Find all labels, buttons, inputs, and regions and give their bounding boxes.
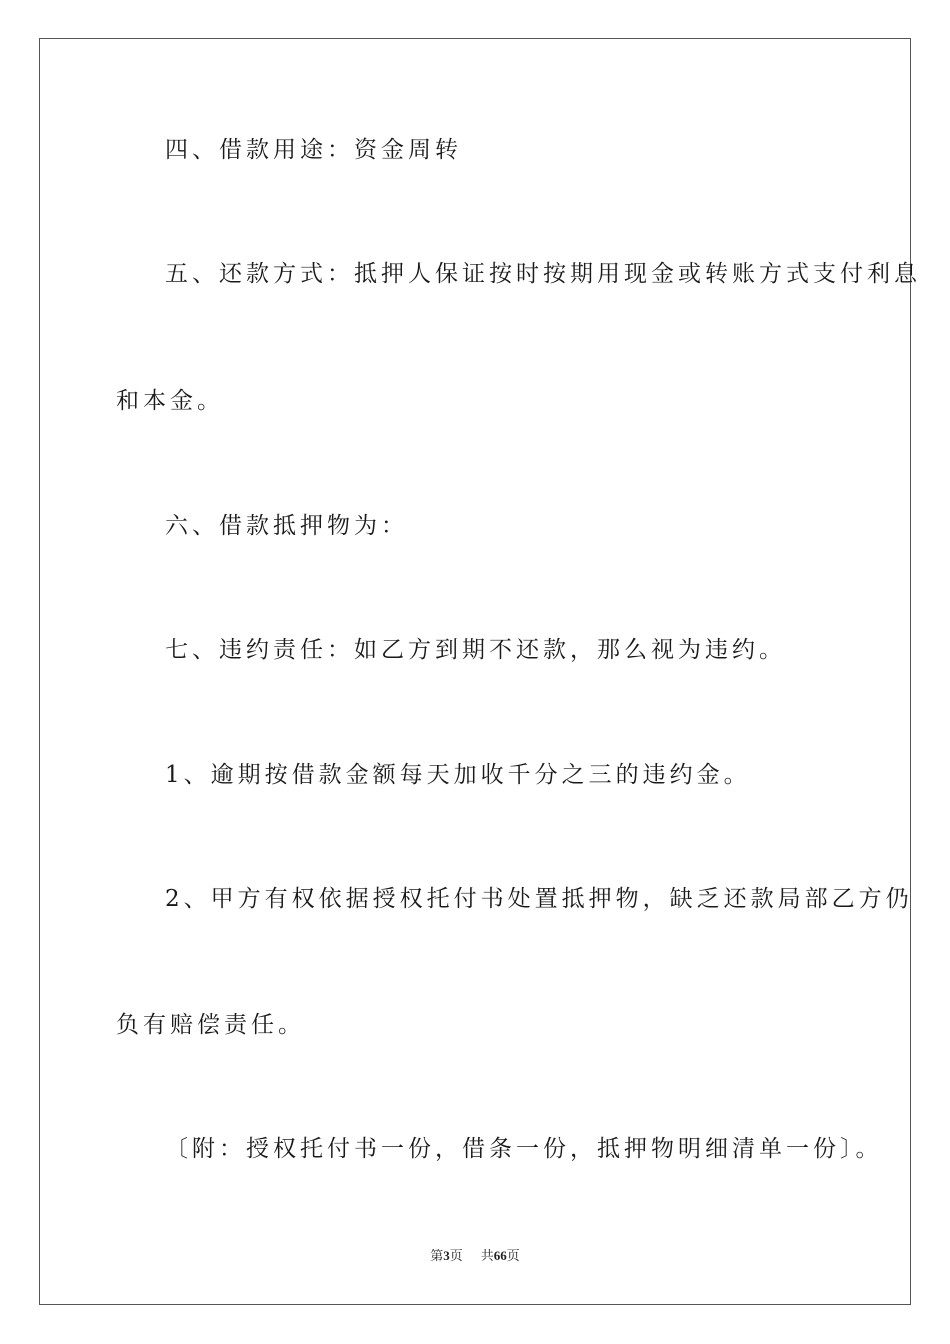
paragraph-clause-2: 2、甲方有权依据授权托付书处置抵押物，缺乏还款局部乙方仍: [165, 886, 913, 912]
footer-page-number: 3: [443, 1248, 450, 1263]
page-border: [39, 38, 911, 1305]
paragraph-collateral: 六、借款抵押物为：: [165, 513, 408, 539]
paragraph-repayment-method-cont: 和本金。: [116, 388, 224, 414]
page-footer: [0, 1248, 950, 1264]
footer-total-prefix: 共: [480, 1248, 494, 1263]
paragraph-repayment-method: 五、还款方式：抵押人保证按时按期用现金或转账方式支付利息: [165, 261, 921, 287]
paragraph-attachments: 〔附：授权托付书一份，借条一份，抵押物明细清单一份〕。: [165, 1136, 883, 1162]
footer-page-suffix: 页: [449, 1248, 463, 1263]
paragraph-clause-2-cont: 负有赔偿责任。: [116, 1012, 305, 1038]
footer-total-suffix: 页: [506, 1248, 520, 1263]
paragraph-breach-liability: 七、违约责任：如乙方到期不还款，那么视为违约。: [165, 637, 786, 663]
paragraph-loan-purpose: 四、借款用途：资金周转: [165, 137, 462, 163]
paragraph-clause-1: 1、逾期按借款金额每天加收千分之三的违约金。: [165, 762, 751, 788]
footer-total-pages: 66: [493, 1248, 507, 1263]
footer-page-prefix: 第: [430, 1248, 444, 1263]
